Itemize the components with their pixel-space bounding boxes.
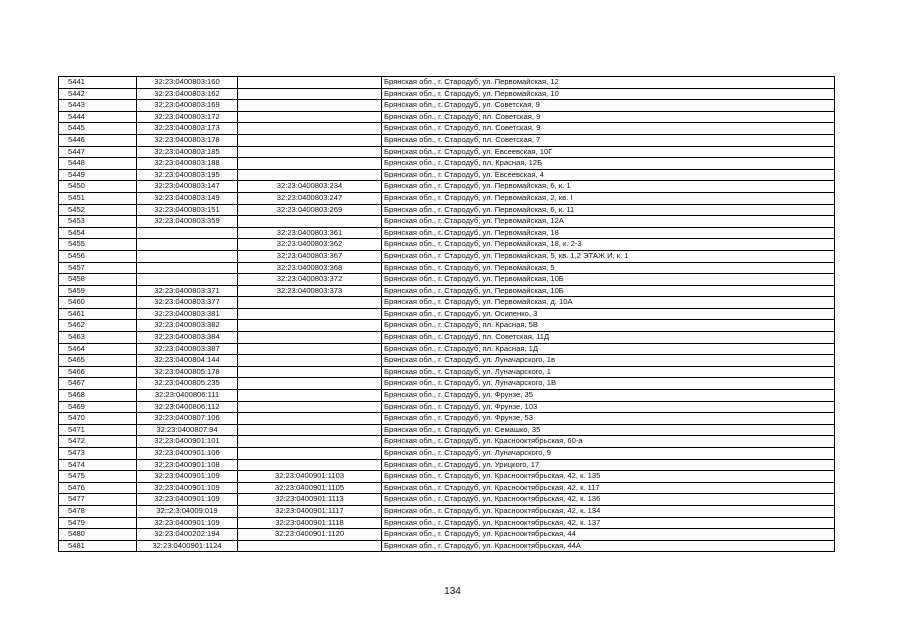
table-row bbox=[59, 436, 835, 448]
row-number-cell: 5453 bbox=[59, 216, 137, 228]
cadastral-number-cell: 32:23:0400803:147 bbox=[137, 181, 238, 193]
address-cell: Брянская обл., г. Стародуб, ул. Первомайская, 10 bbox=[382, 88, 835, 100]
table-row bbox=[59, 158, 835, 170]
address-cell: Брянская обл., г. Стародуб, пл. Красная, 1Д bbox=[382, 343, 835, 355]
table-row bbox=[59, 401, 835, 413]
table-row bbox=[59, 123, 835, 135]
linked-cadastral-number-cell bbox=[238, 436, 382, 448]
cadastral-number-cell: 32:23:0400803:162 bbox=[137, 88, 238, 100]
cadastral-number-cell: 32:23:0400901:106 bbox=[137, 448, 238, 460]
cadastral-number-cell: 32:23:0400803:384 bbox=[137, 332, 238, 344]
cadastral-number-cell bbox=[137, 239, 238, 251]
linked-cadastral-number-cell bbox=[238, 100, 382, 112]
row-number-cell: 5460 bbox=[59, 297, 137, 309]
row-number-cell: 5470 bbox=[59, 413, 137, 425]
cadastral-number-cell: 32:23:0400803:185 bbox=[137, 146, 238, 158]
cadastral-number-cell: 32:23:0400901:109 bbox=[137, 517, 238, 529]
cadastral-number-cell: 32:23:0400901:101 bbox=[137, 436, 238, 448]
row-number-cell: 5476 bbox=[59, 482, 137, 494]
linked-cadastral-number-cell bbox=[238, 123, 382, 135]
linked-cadastral-number-cell bbox=[238, 355, 382, 367]
cadastral-number-cell: 32:23:0400803:151 bbox=[137, 204, 238, 216]
linked-cadastral-number-cell bbox=[238, 134, 382, 146]
linked-cadastral-number-cell: 32:23:0400803:361 bbox=[238, 227, 382, 239]
row-number-cell: 5449 bbox=[59, 169, 137, 181]
address-cell: Брянская обл., г. Стародуб, ул. Луначарского, 1в bbox=[382, 355, 835, 367]
linked-cadastral-number-cell bbox=[238, 77, 382, 89]
row-number-cell: 5444 bbox=[59, 111, 137, 123]
table-row bbox=[59, 111, 835, 123]
linked-cadastral-number-cell bbox=[238, 308, 382, 320]
cadastral-number-cell: 32:23:0400803:172 bbox=[137, 111, 238, 123]
table-row bbox=[59, 366, 835, 378]
address-cell: Брянская обл., г. Стародуб, ул. Первомайская, 6, к. 1 bbox=[382, 181, 835, 193]
linked-cadastral-number-cell bbox=[238, 169, 382, 181]
row-number-cell: 5445 bbox=[59, 123, 137, 135]
linked-cadastral-number-cell: 32:23:0400803:269 bbox=[238, 204, 382, 216]
address-cell: Брянская обл., г. Стародуб, ул. Первомайская, д. 10А bbox=[382, 297, 835, 309]
table-row bbox=[59, 355, 835, 367]
row-number-cell: 5479 bbox=[59, 517, 137, 529]
address-cell: Брянская обл., г. Стародуб, пл. Красная, 5В bbox=[382, 320, 835, 332]
row-number-cell: 5443 bbox=[59, 100, 137, 112]
row-number-cell: 5462 bbox=[59, 320, 137, 332]
linked-cadastral-number-cell: 32:23:0400901:1105 bbox=[238, 482, 382, 494]
linked-cadastral-number-cell: 32:23:0400803:368 bbox=[238, 262, 382, 274]
linked-cadastral-number-cell bbox=[238, 413, 382, 425]
table-row bbox=[59, 494, 835, 506]
linked-cadastral-number-cell bbox=[238, 378, 382, 390]
linked-cadastral-number-cell bbox=[238, 401, 382, 413]
row-number-cell: 5456 bbox=[59, 250, 137, 262]
cadastral-number-cell bbox=[137, 262, 238, 274]
linked-cadastral-number-cell bbox=[238, 459, 382, 471]
address-cell: Брянская обл., г. Стародуб, ул. Краснооктябрьская, 42, к. 135 bbox=[382, 471, 835, 483]
cadastral-number-cell: 32:23:0400803:377 bbox=[137, 297, 238, 309]
row-number-cell: 5475 bbox=[59, 471, 137, 483]
address-cell: Брянская обл., г. Стародуб, ул. Фрунзе, 35 bbox=[382, 390, 835, 402]
table-row bbox=[59, 169, 835, 181]
table-row bbox=[59, 378, 835, 390]
address-cell: Брянская обл., г. Стародуб, ул. Первомайская, 6, к. 11 bbox=[382, 204, 835, 216]
address-cell: Брянская обл., г. Стародуб, ул. Краснооктябрьская, 42, к. 137 bbox=[382, 517, 835, 529]
table-row bbox=[59, 308, 835, 320]
row-number-cell: 5441 bbox=[59, 77, 137, 89]
linked-cadastral-number-cell bbox=[238, 540, 382, 552]
table-row bbox=[59, 540, 835, 552]
linked-cadastral-number-cell: 32:23:0400901:1117 bbox=[238, 505, 382, 517]
linked-cadastral-number-cell bbox=[238, 88, 382, 100]
table-row bbox=[59, 181, 835, 193]
cadastral-number-cell: 32:23:0400805:235 bbox=[137, 378, 238, 390]
linked-cadastral-number-cell: 32:23:0400901:1113 bbox=[238, 494, 382, 506]
address-cell: Брянская обл., г. Стародуб, ул. Первомайская, 12А bbox=[382, 216, 835, 228]
linked-cadastral-number-cell: 32:23:0400901:1118 bbox=[238, 517, 382, 529]
address-cell: Брянская обл., г. Стародуб, ул. Первомайская, 18, к. 2-3 bbox=[382, 239, 835, 251]
table-row bbox=[59, 459, 835, 471]
linked-cadastral-number-cell bbox=[238, 158, 382, 170]
cadastral-number-cell: 32:23:0400803:381 bbox=[137, 308, 238, 320]
registry-table bbox=[58, 76, 835, 552]
address-cell: Брянская обл., г. Стародуб, ул. Краснооктябрьская, 42, к. 136 bbox=[382, 494, 835, 506]
table-row bbox=[59, 517, 835, 529]
table-row bbox=[59, 239, 835, 251]
row-number-cell: 5459 bbox=[59, 285, 137, 297]
address-cell: Брянская обл., г. Стародуб, ул. Луначарского, 1 bbox=[382, 366, 835, 378]
cadastral-number-cell: 32:23:0400807:94 bbox=[137, 424, 238, 436]
table-row bbox=[59, 448, 835, 460]
row-number-cell: 5468 bbox=[59, 390, 137, 402]
cadastral-number-cell bbox=[137, 227, 238, 239]
cadastral-number-cell bbox=[137, 250, 238, 262]
row-number-cell: 5481 bbox=[59, 540, 137, 552]
cadastral-number-cell: 32:23:0400806:111 bbox=[137, 390, 238, 402]
address-cell: Брянская обл., г. Стародуб, пл. Советская, 9 bbox=[382, 111, 835, 123]
cadastral-number-cell: 32:23:0400803:371 bbox=[137, 285, 238, 297]
cadastral-number-cell: 32:23:0400803:160 bbox=[137, 77, 238, 89]
row-number-cell: 5478 bbox=[59, 505, 137, 517]
table-row bbox=[59, 343, 835, 355]
table-row bbox=[59, 274, 835, 286]
cadastral-number-cell: 32::2:3:04009:019 bbox=[137, 505, 238, 517]
linked-cadastral-number-cell: 32:23:0400803:373 bbox=[238, 285, 382, 297]
cadastral-number-cell: 32:23:0400805:178 bbox=[137, 366, 238, 378]
cadastral-number-cell: 32:23:0400803:149 bbox=[137, 192, 238, 204]
registry-table-body bbox=[59, 77, 835, 552]
row-number-cell: 5461 bbox=[59, 308, 137, 320]
cadastral-number-cell: 32:23:0400901:109 bbox=[137, 494, 238, 506]
table-row bbox=[59, 424, 835, 436]
address-cell: Брянская обл., г. Стародуб, ул. Луначарского, 1В bbox=[382, 378, 835, 390]
row-number-cell: 5465 bbox=[59, 355, 137, 367]
row-number-cell: 5472 bbox=[59, 436, 137, 448]
table-row bbox=[59, 146, 835, 158]
row-number-cell: 5458 bbox=[59, 274, 137, 286]
cadastral-number-cell: 32:23:0400804:144 bbox=[137, 355, 238, 367]
address-cell: Брянская обл., г. Стародуб, пл. Советская, 9 bbox=[382, 123, 835, 135]
linked-cadastral-number-cell bbox=[238, 366, 382, 378]
linked-cadastral-number-cell bbox=[238, 146, 382, 158]
table-row bbox=[59, 482, 835, 494]
linked-cadastral-number-cell: 32:23:0400803:247 bbox=[238, 192, 382, 204]
address-cell: Брянская обл., г. Стародуб, ул. Осипенко, 3 bbox=[382, 308, 835, 320]
row-number-cell: 5452 bbox=[59, 204, 137, 216]
linked-cadastral-number-cell: 32:23:0400901:1120 bbox=[238, 529, 382, 541]
linked-cadastral-number-cell: 32:23:0400803:372 bbox=[238, 274, 382, 286]
row-number-cell: 5446 bbox=[59, 134, 137, 146]
page-number: 134 bbox=[444, 586, 461, 597]
linked-cadastral-number-cell bbox=[238, 297, 382, 309]
row-number-cell: 5448 bbox=[59, 158, 137, 170]
address-cell: Брянская обл., г. Стародуб, ул. Краснооктябрьская, 42, к. 117 bbox=[382, 482, 835, 494]
address-cell: Брянская обл., г. Стародуб, ул. Евсеевская, 4 bbox=[382, 169, 835, 181]
table-row bbox=[59, 204, 835, 216]
linked-cadastral-number-cell bbox=[238, 343, 382, 355]
table-row bbox=[59, 250, 835, 262]
linked-cadastral-number-cell bbox=[238, 320, 382, 332]
cadastral-number-cell: 32:23:0400803:382 bbox=[137, 320, 238, 332]
table-row bbox=[59, 390, 835, 402]
cadastral-number-cell: 32:23:0400202:194 bbox=[137, 529, 238, 541]
table-row bbox=[59, 413, 835, 425]
row-number-cell: 5454 bbox=[59, 227, 137, 239]
address-cell: Брянская обл., г. Стародуб, ул. Первомайская, 2, кв. I bbox=[382, 192, 835, 204]
row-number-cell: 5451 bbox=[59, 192, 137, 204]
address-cell: Брянская обл., г. Стародуб, ул. Фрунзе, 53 bbox=[382, 413, 835, 425]
row-number-cell: 5466 bbox=[59, 366, 137, 378]
table-row bbox=[59, 332, 835, 344]
cadastral-number-cell: 32:23:0400807:106 bbox=[137, 413, 238, 425]
linked-cadastral-number-cell bbox=[238, 390, 382, 402]
cadastral-number-cell: 32:23:0400803:173 bbox=[137, 123, 238, 135]
table-row bbox=[59, 88, 835, 100]
cadastral-number-cell: 32:23:0400803:188 bbox=[137, 158, 238, 170]
table-row bbox=[59, 216, 835, 228]
row-number-cell: 5455 bbox=[59, 239, 137, 251]
table-row bbox=[59, 134, 835, 146]
address-cell: Брянская обл., г. Стародуб, ул. Фрунзе, 103 bbox=[382, 401, 835, 413]
linked-cadastral-number-cell bbox=[238, 448, 382, 460]
cadastral-number-cell: 32:23:0400901:108 bbox=[137, 459, 238, 471]
cadastral-number-cell bbox=[137, 274, 238, 286]
address-cell: Брянская обл., г. Стародуб, ул. Краснооктябрьская, 44 bbox=[382, 529, 835, 541]
linked-cadastral-number-cell: 32:23:0400901:1103 bbox=[238, 471, 382, 483]
row-number-cell: 5474 bbox=[59, 459, 137, 471]
table-row bbox=[59, 285, 835, 297]
cadastral-number-cell: 32:23:0400901:1124 bbox=[137, 540, 238, 552]
linked-cadastral-number-cell bbox=[238, 111, 382, 123]
table-row bbox=[59, 320, 835, 332]
address-cell: Брянская обл., г. Стародуб, ул. Евсеевская, 10Г bbox=[382, 146, 835, 158]
row-number-cell: 5464 bbox=[59, 343, 137, 355]
cadastral-number-cell: 32:23:0400803:359 bbox=[137, 216, 238, 228]
cadastral-number-cell: 32:23:0400901:109 bbox=[137, 482, 238, 494]
address-cell: Брянская обл., г. Стародуб, ул. Краснооктябрьская, 60-а bbox=[382, 436, 835, 448]
address-cell: Брянская обл., г. Стародуб, ул. Первомайская, 18 bbox=[382, 227, 835, 239]
address-cell: Брянская обл., г. Стародуб, ул. Первомайская, 10Б bbox=[382, 274, 835, 286]
table-row bbox=[59, 471, 835, 483]
table-row bbox=[59, 100, 835, 112]
row-number-cell: 5447 bbox=[59, 146, 137, 158]
linked-cadastral-number-cell bbox=[238, 332, 382, 344]
cadastral-number-cell: 32:23:0400803:169 bbox=[137, 100, 238, 112]
row-number-cell: 5457 bbox=[59, 262, 137, 274]
table-row bbox=[59, 262, 835, 274]
row-number-cell: 5463 bbox=[59, 332, 137, 344]
row-number-cell: 5477 bbox=[59, 494, 137, 506]
row-number-cell: 5450 bbox=[59, 181, 137, 193]
cadastral-number-cell: 32:23:0400901:109 bbox=[137, 471, 238, 483]
cadastral-number-cell: 32:23:0400803:387 bbox=[137, 343, 238, 355]
cadastral-number-cell: 32:23:0400803:178 bbox=[137, 134, 238, 146]
table-row bbox=[59, 297, 835, 309]
address-cell: Брянская обл., г. Стародуб, ул. Семашко, 35 bbox=[382, 424, 835, 436]
table-row bbox=[59, 505, 835, 517]
table-row bbox=[59, 227, 835, 239]
row-number-cell: 5469 bbox=[59, 401, 137, 413]
linked-cadastral-number-cell bbox=[238, 424, 382, 436]
address-cell: Брянская обл., г. Стародуб, ул. Урицкого, 17 bbox=[382, 459, 835, 471]
linked-cadastral-number-cell: 32:23:0400803:234 bbox=[238, 181, 382, 193]
cadastral-number-cell: 32:23:0400806:112 bbox=[137, 401, 238, 413]
address-cell: Брянская обл., г. Стародуб, пл. Советская, 7 bbox=[382, 134, 835, 146]
row-number-cell: 5473 bbox=[59, 448, 137, 460]
address-cell: Брянская обл., г. Стародуб, пл. Советская, 11Д bbox=[382, 332, 835, 344]
address-cell: Брянская обл., г. Стародуб, ул. Первомайская, 10Б bbox=[382, 285, 835, 297]
address-cell: Брянская обл., г. Стародуб, ул. Советская, 9 bbox=[382, 100, 835, 112]
address-cell: Брянская обл., г. Стародуб, ул. Первомайская, 12 bbox=[382, 77, 835, 89]
address-cell: Брянская обл., г. Стародуб, ул. Первомайская, 5 bbox=[382, 262, 835, 274]
cadastral-number-cell: 32:23:0400803:195 bbox=[137, 169, 238, 181]
address-cell: Брянская обл., г. Стародуб, пл. Красная, 12Б bbox=[382, 158, 835, 170]
table-row bbox=[59, 77, 835, 89]
linked-cadastral-number-cell: 32:23:0400803:362 bbox=[238, 239, 382, 251]
address-cell: Брянская обл., г. Стародуб, ул. Краснооктябрьская, 44А bbox=[382, 540, 835, 552]
row-number-cell: 5471 bbox=[59, 424, 137, 436]
address-cell: Брянская обл., г. Стародуб, ул. Первомайская, 5, кв. 1,2 ЭТАЖ И, к. 1 bbox=[382, 250, 835, 262]
linked-cadastral-number-cell bbox=[238, 216, 382, 228]
table-row bbox=[59, 529, 835, 541]
address-cell: Брянская обл., г. Стародуб, ул. Луначарского, 9 bbox=[382, 448, 835, 460]
row-number-cell: 5480 bbox=[59, 529, 137, 541]
address-cell: Брянская обл., г. Стародуб, ул. Краснооктябрьская, 42, к. 134 bbox=[382, 505, 835, 517]
linked-cadastral-number-cell: 32:23:0400803:367 bbox=[238, 250, 382, 262]
row-number-cell: 5442 bbox=[59, 88, 137, 100]
table-row bbox=[59, 192, 835, 204]
row-number-cell: 5467 bbox=[59, 378, 137, 390]
